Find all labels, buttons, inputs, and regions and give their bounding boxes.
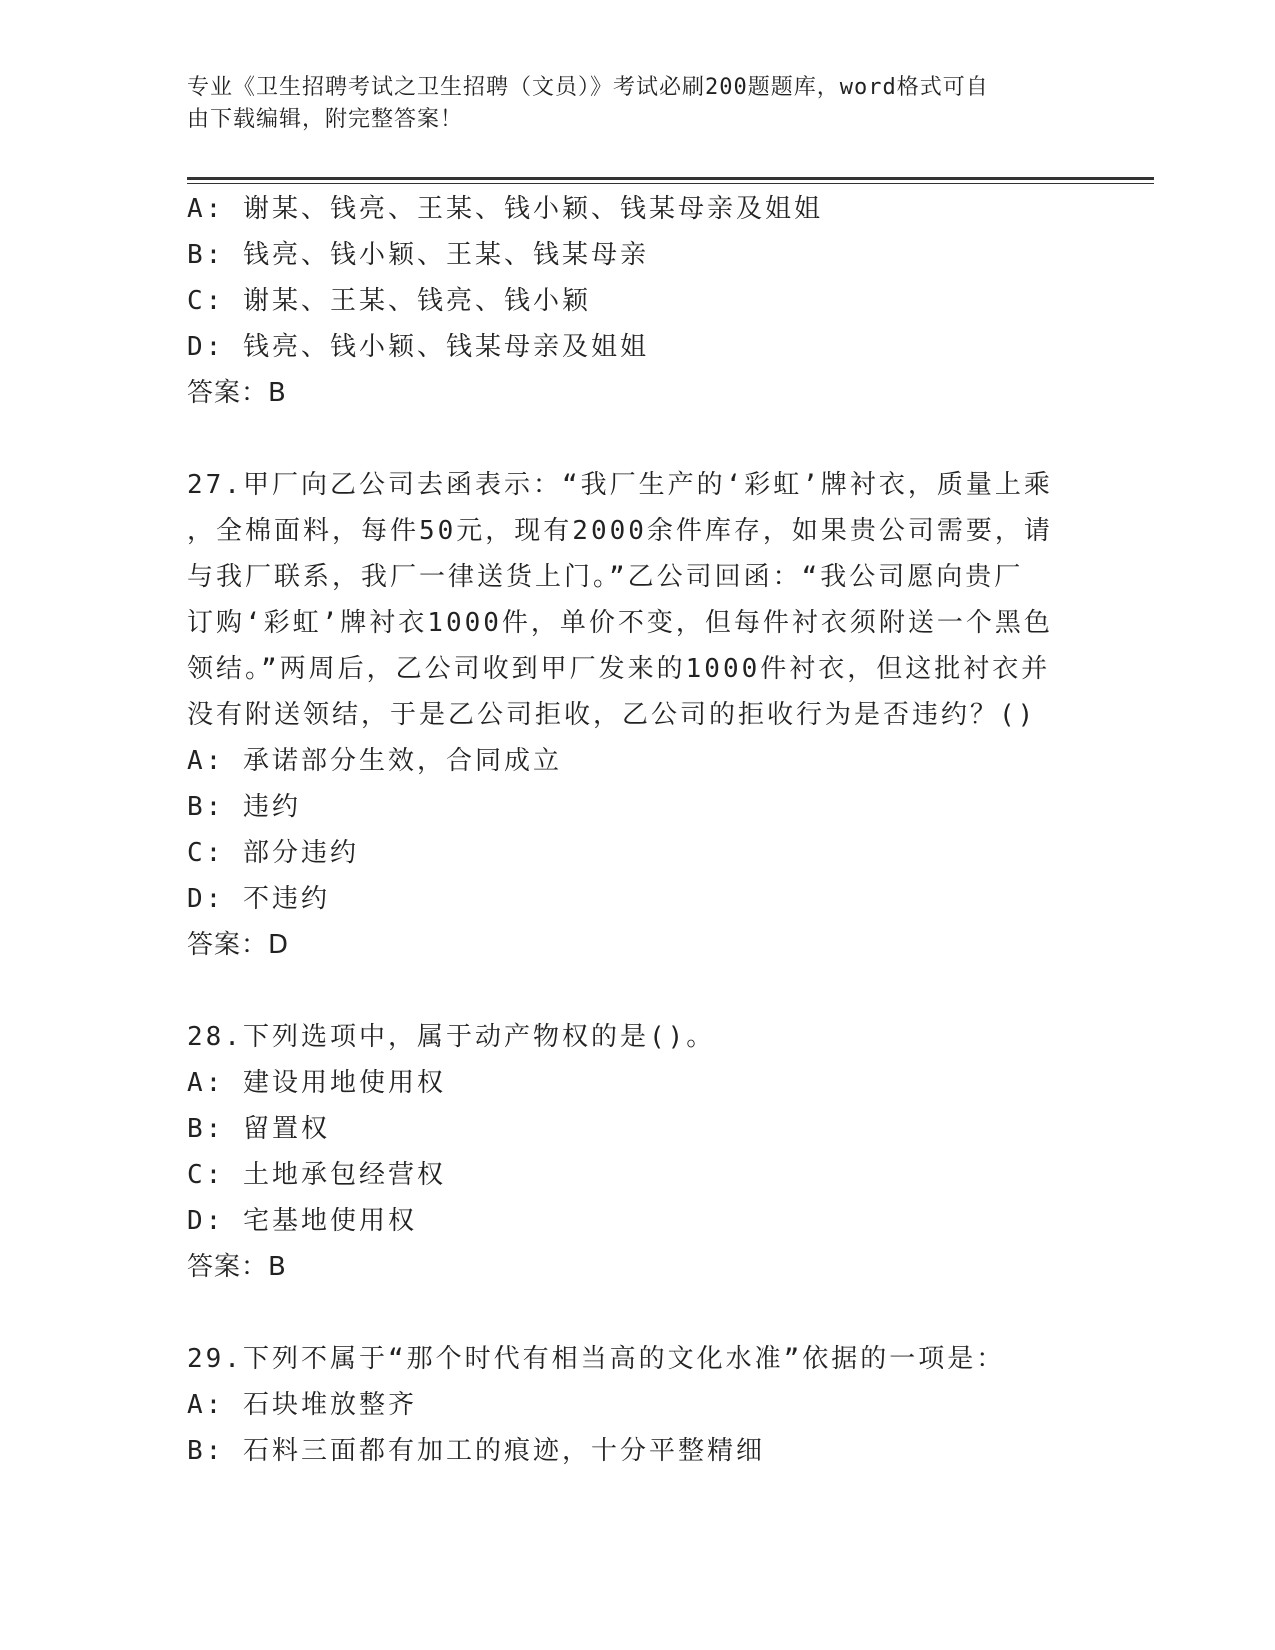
option-d: D: 宅基地使用权 <box>187 1206 417 1236</box>
header-divider-thin <box>187 183 1154 184</box>
question-stem-line: 订购‘彩虹’牌衬衣1000件，单价不变，但每件衬衣须附送一个黑色 <box>187 608 1053 638</box>
option-a: A: 石块堆放整齐 <box>187 1390 417 1420</box>
option-b: B: 石料三面都有加工的痕迹，十分平整精细 <box>187 1436 765 1466</box>
question-stem-line: 与我厂联系，我厂一律送货上门。”乙公司回函：“我公司愿向贵厂 <box>187 562 1024 592</box>
option-a: A: 建设用地使用权 <box>187 1068 446 1098</box>
answer-line: 答案：B <box>187 1252 287 1282</box>
header-divider-thick <box>187 177 1154 180</box>
question-stem-line: 29.下列不属于“那个时代有相当高的文化水准”依据的一项是： <box>187 1344 1006 1374</box>
question-28 <box>187 1014 1087 1290</box>
header-line-2: 由下载编辑，附完整答案！ <box>187 107 464 132</box>
option-c: C: 土地承包经营权 <box>187 1160 446 1190</box>
document-header <box>187 72 1087 136</box>
option-d: D: 不违约 <box>187 884 330 914</box>
option-b: B: 留置权 <box>187 1114 330 1144</box>
option-b: B: 违约 <box>187 792 301 822</box>
option-b: B: 钱亮、钱小颖、王某、钱某母亲 <box>187 240 649 270</box>
option-a: A: 谢某、钱亮、王某、钱小颖、钱某母亲及姐姐 <box>187 194 823 224</box>
question-content <box>187 186 1087 1474</box>
question-stem-line: 领结。”两周后，乙公司收到甲厂发来的1000件衬衣，但这批衬衣并 <box>187 654 1051 684</box>
question-29 <box>187 1336 1087 1474</box>
header-line-1: 专业《卫生招聘考试之卫生招聘（文员）》考试必刷200题题库，word格式可自 <box>187 75 989 100</box>
option-a: A: 承诺部分生效，合同成立 <box>187 746 562 776</box>
spacer <box>187 416 1087 462</box>
question-stem-line: 27.甲厂向乙公司去函表示：“我厂生产的‘彩虹’牌衬衣，质量上乘 <box>187 470 1053 500</box>
spacer <box>187 1290 1087 1336</box>
answer-line: 答案：D <box>187 930 290 960</box>
option-d: D: 钱亮、钱小颖、钱某母亲及姐姐 <box>187 332 649 362</box>
question-stem-line: 28.下列选项中，属于动产物权的是()。 <box>187 1022 716 1052</box>
option-c: C: 部分违约 <box>187 838 359 868</box>
question-stem-line: 没有附送领结，于是乙公司拒收，乙公司的拒收行为是否违约？() <box>187 700 1037 730</box>
question-26 <box>187 186 1087 416</box>
answer-line: 答案：B <box>187 378 287 408</box>
question-stem-line: ，全棉面料，每件50元，现有2000余件库存，如果贵公司需要，请 <box>187 516 1053 546</box>
option-c: C: 谢某、王某、钱亮、钱小颖 <box>187 286 591 316</box>
spacer <box>187 968 1087 1014</box>
question-27 <box>187 462 1087 968</box>
